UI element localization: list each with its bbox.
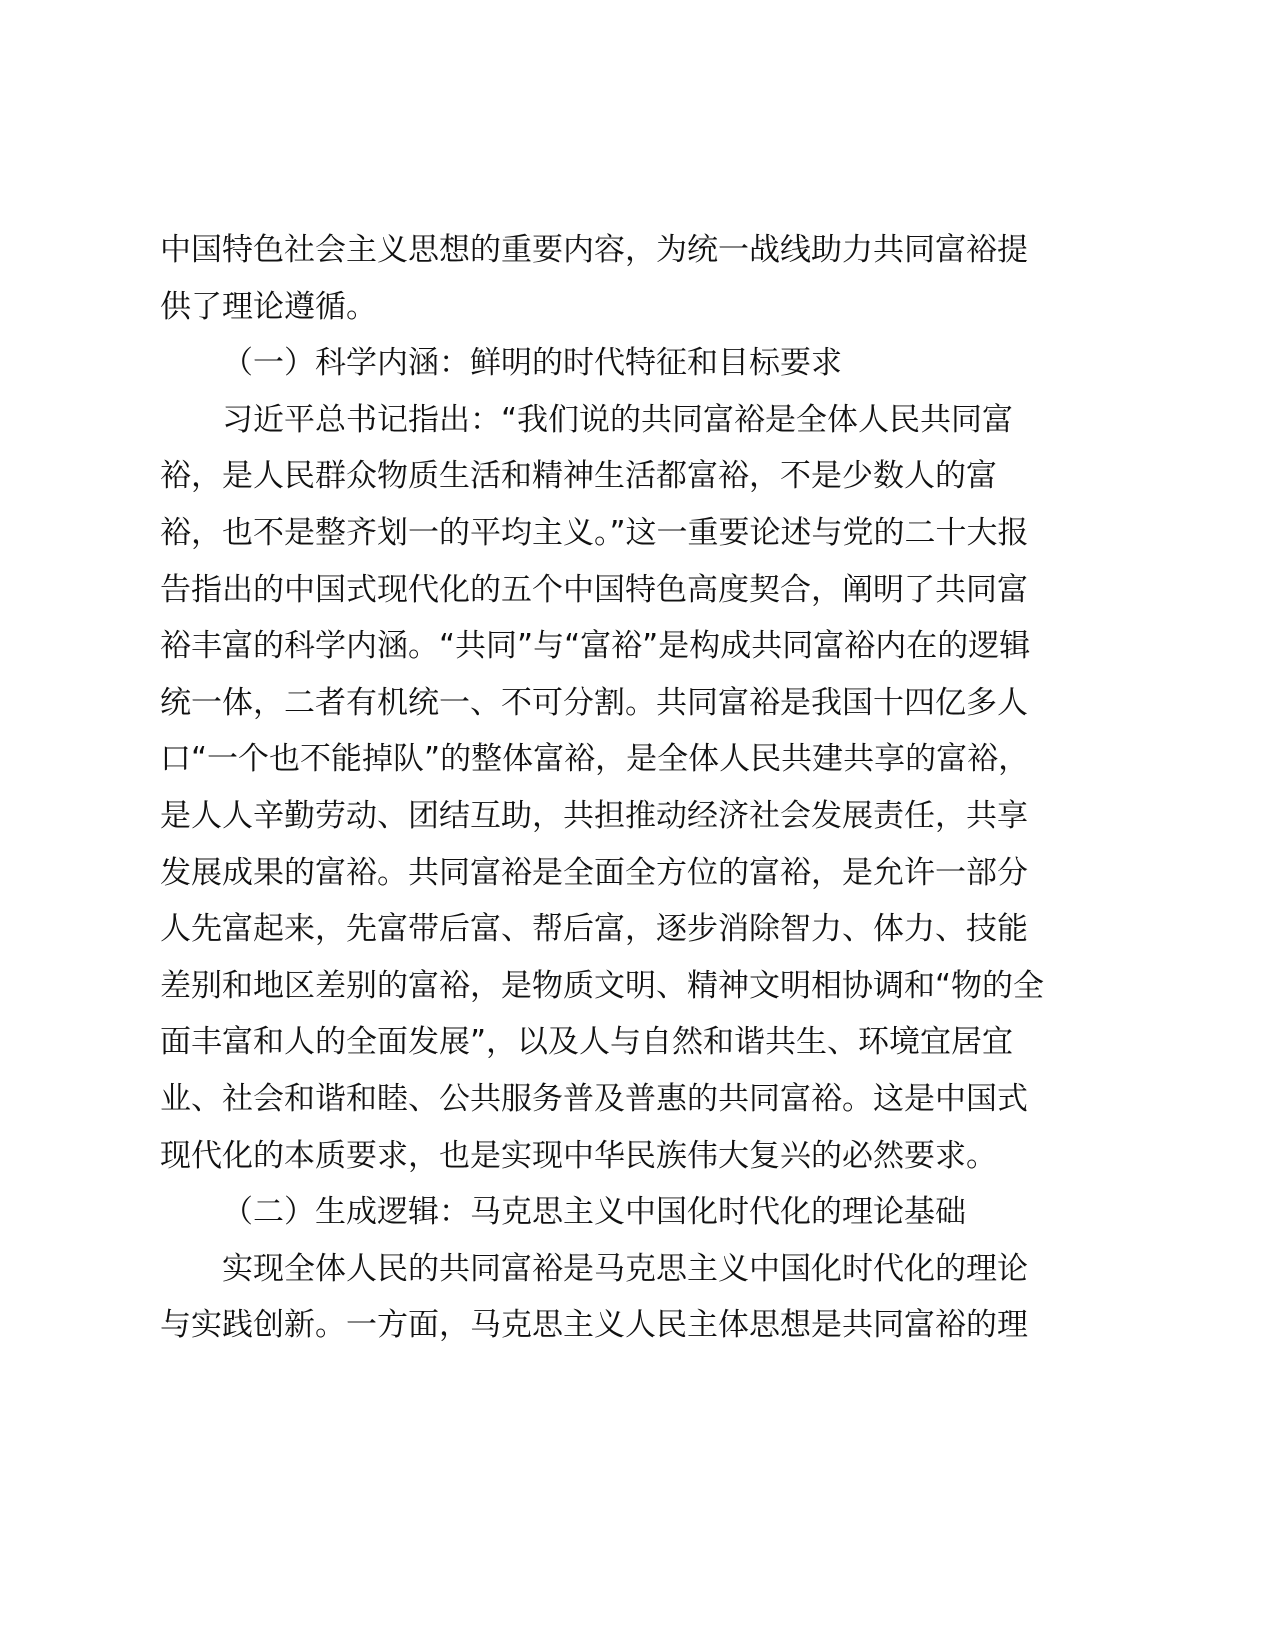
paragraph-1-line: 面丰富和人的全面发展”，以及人与自然和谐共生、环境宜居宜 bbox=[160, 1024, 1014, 1061]
section-heading-2: （二）生成逻辑：马克思主义中国化时代化的理论基础 bbox=[222, 1194, 966, 1231]
paragraph-1-line: 发展成果的富裕。共同富裕是全面全方位的富裕，是允许一部分 bbox=[160, 854, 1028, 891]
text-line-continuation-end: 供了理论遵循。 bbox=[160, 288, 377, 325]
paragraph-2-line: 与实践创新。一方面，马克思主义人民主体思想是共同富裕的理 bbox=[160, 1307, 1028, 1344]
text-line-continuation: 中国特色社会主义思想的重要内容，为统一战线助力共同富裕提 bbox=[160, 232, 1028, 268]
paragraph-2-first-line: 实现全体人民的共同富裕是马克思主义中国化时代化的理论 bbox=[222, 1250, 1028, 1287]
paragraph-1-last-line: 现代化的本质要求，也是实现中华民族伟大复兴的必然要求。 bbox=[160, 1137, 997, 1174]
paragraph-1-line: 差别和地区差别的富裕，是物质文明、精神文明相协调和“物的全 bbox=[160, 967, 1045, 1004]
body-text bbox=[160, 222, 1070, 1354]
paragraph-1-first-line: 习近平总书记指出：“我们说的共同富裕是全体人民共同富 bbox=[222, 401, 1014, 438]
paragraph-1-line: 统一体，二者有机统一、不可分割。共同富裕是我国十四亿多人 bbox=[160, 684, 1028, 721]
paragraph-1-line: 告指出的中国式现代化的五个中国特色高度契合，阐明了共同富 bbox=[160, 571, 1028, 608]
paragraph-1-line: 裕，也不是整齐划一的平均主义。”这一重要论述与党的二十大报 bbox=[160, 514, 1029, 551]
paragraph-1-line: 人先富起来，先富带后富、帮后富，逐步消除智力、体力、技能 bbox=[160, 911, 1028, 948]
paragraph-1-line: 口“一个也不能掉队”的整体富裕，是全体人民共建共享的富裕， bbox=[160, 741, 1030, 778]
paragraph-1-line: 裕丰富的科学内涵。“共同”与“富裕”是构成共同富裕内在的逻辑 bbox=[160, 628, 1031, 665]
section-heading-1: （一）科学内涵：鲜明的时代特征和目标要求 bbox=[222, 345, 842, 382]
paragraph-1-line: 裕，是人民群众物质生活和精神生活都富裕，不是少数人的富 bbox=[160, 458, 997, 495]
paragraph-1-line: 是人人辛勤劳动、团结互助，共担推动经济社会发展责任，共享 bbox=[160, 797, 1028, 834]
paragraph-1-line: 业、社会和谐和睦、公共服务普及普惠的共同富裕。这是中国式 bbox=[160, 1080, 1028, 1117]
